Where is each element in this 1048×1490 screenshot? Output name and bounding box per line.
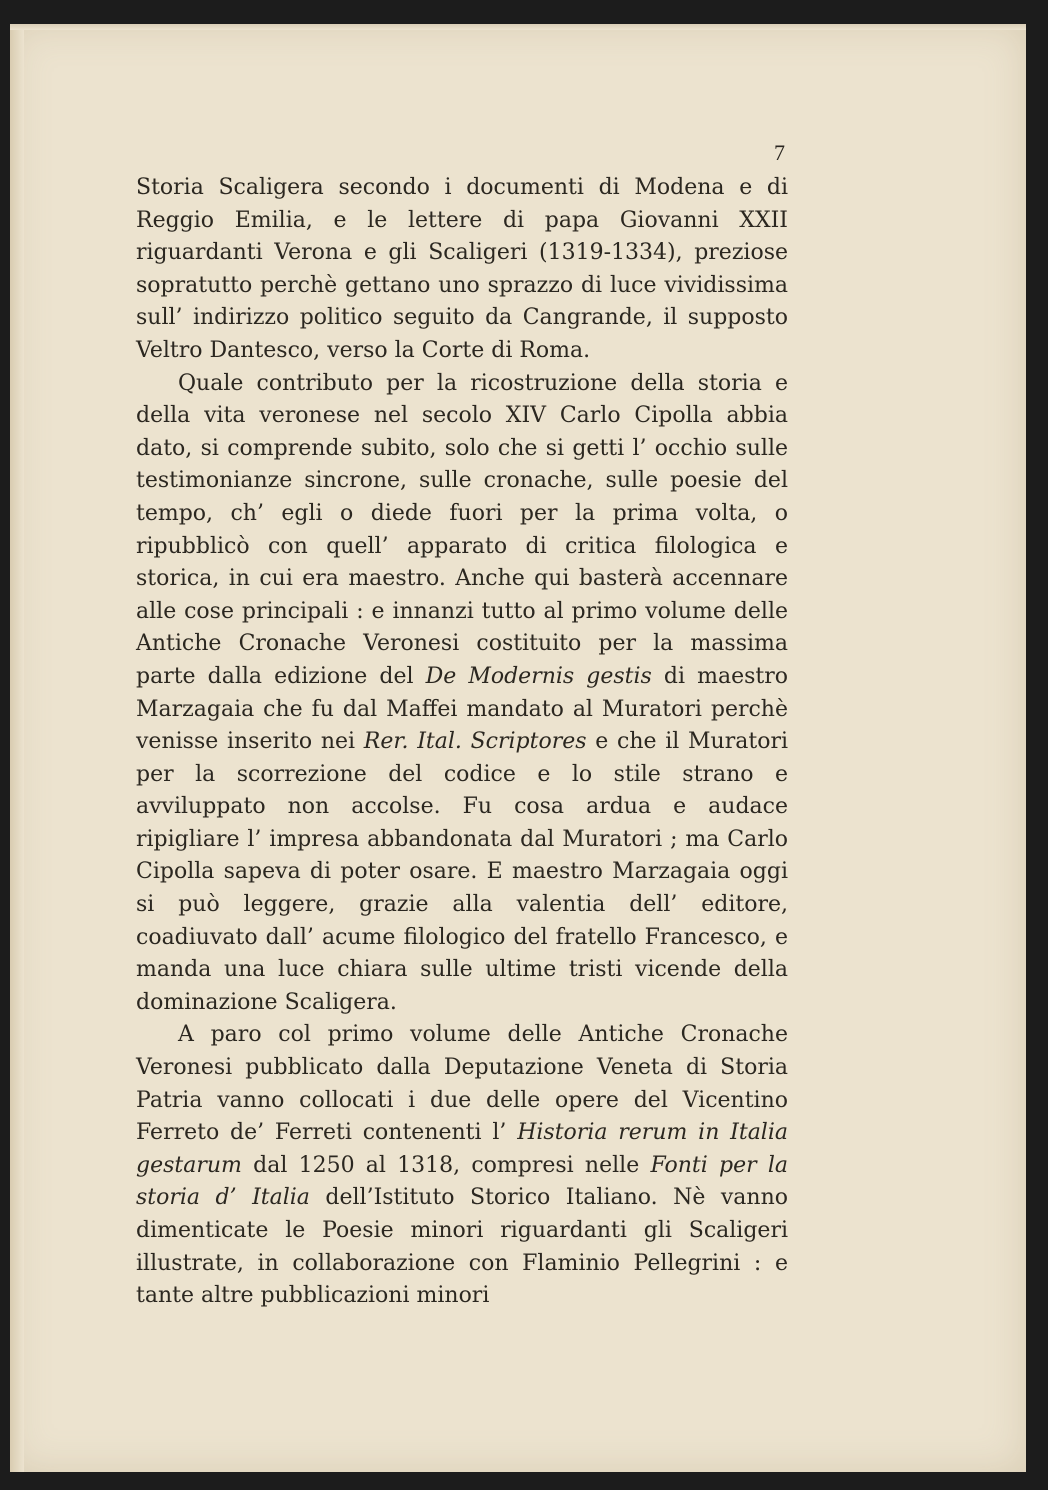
title-historia-rerum: Historia rerum in Italia gestarum [136,1120,788,1178]
paragraph-3 [136,1019,788,1312]
title-fonti-per-la-storia: Fonti per la storia d’ Italia [136,1152,788,1211]
title-de-modernis-gestis: De Modernis gestis [425,663,652,689]
paragraph-2-text-a: Quale contributo per la ricostruzione della storia e della vita veronese nel secolo XIV Carlo Cipolla abbia dato, si comprende subito, solo che si getti l’ occhio sulle testimonianze sincrone, sulle cronache, sulle poesie del tempo, ch’ egli o diede fuori per la prima volta, o ripubblicò con quell’ apparato di critica filologica e storica, in cui era maestro. Anche qui basterà accennare alle cose principali : e innanzi tutto al primo volume delle Antiche Cronache Veronesi costituito per la massima parte dalla edizione del [136,370,788,689]
paragraph-1 [136,172,788,368]
paragraph-3-text-a: A paro col primo volume delle Antiche Cronache Veronesi pubblicato dalla Deputazione Veneta di Storia Patria vanno collocati i due delle opere del Vicentino Ferreto de’ Ferreti contenenti l’ [136,1022,788,1146]
paragraph-1-text: Storia Scaligera secondo i documenti di Modena e di Reggio Emilia, e le lettere di papa Giovanni XXII riguardanti Verona e gli Scaligeri (1319-1334), preziose sopratutto perchè gettano uno sprazzo di luce vividissima sull’ indirizzo politico seguito da Cangrande, il supposto Veltro Dantesco, verso la Corte di Roma. [136,175,788,363]
paragraph-2-text-c: e che il Muratori per la scorrezione del codice e lo stile strano e avviluppato non accolse. Fu cosa ardua e audace ripigliare l’ impresa abbandonata dal Muratori ; ma Carlo Cipolla sapeva di poter osare. E maestro Marzagaia oggi si può leggere, grazie alla valentia dell’ editore, coadiuvato dall’ acume filologico del fratello Francesco, e manda una luce chiara sulle ultime tristi vicende della dominazione Scaligera. [136,729,788,1015]
paragraph-3-text-b: dal 1250 al 1318, compresi nelle [241,1152,651,1178]
page-left-edge [10,24,24,1472]
title-rer-ital-scriptores: Rer. Ital. Scriptores [363,729,587,755]
paragraph-2-text-b: di maestro Marzagaia che fu dal Maffei mandato al Muratori perchè venisse inserito nei [136,663,788,755]
paragraph-3-text-c: dell’Istituto Storico Italiano. Nè vanno dimenticate le Poesie minori riguardanti gli Scaligeri illustrate, in collaborazione con Flaminio Pellegrini : e tante altre pubblicazioni minori [136,1185,788,1309]
body-text [136,172,788,1313]
page-number: 7 [774,140,785,165]
page-top-edge [10,24,1026,30]
paragraph-2 [136,368,788,1020]
